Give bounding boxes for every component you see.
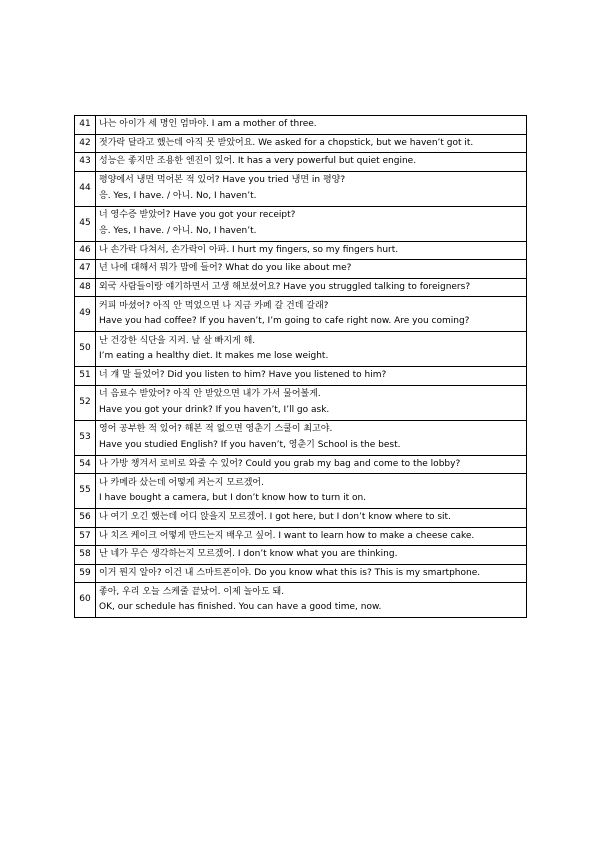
table-row	[75, 455, 527, 474]
table-row	[75, 278, 527, 297]
phrase-line-primary: 너 걔 말 들었어? Did you listen to him? Have you listened to him?	[99, 370, 387, 380]
phrase-cell	[96, 474, 527, 509]
table-row	[75, 332, 527, 367]
table-row	[75, 260, 527, 279]
row-number: 44	[75, 171, 96, 206]
phrase-line-primary: 이거 뭔지 알아? 이건 내 스마트폰이야. Do you know what this is? This is my smartphone.	[99, 567, 481, 578]
phrase-cell	[96, 153, 527, 172]
phrase-line-primary: 커피 마셨어? 아직 안 먹었으면 나 지금 카페 갈 건데 갈래?	[99, 300, 329, 311]
phrase-cell	[96, 564, 527, 583]
phrase-line-secondary: Have you got your drink? If you haven’t, I’ll go ask.	[99, 404, 330, 415]
row-number: 55	[75, 474, 96, 509]
phrase-line-secondary: Have you studied English? If you haven’t, 영춘기 School is the best.	[99, 439, 401, 450]
row-number: 60	[75, 583, 96, 618]
phrase-table-body	[75, 116, 527, 618]
table-row	[75, 206, 527, 241]
phrase-line-primary: 너 영수증 받았어? Have you got your receipt?	[99, 210, 296, 220]
phrase-line-secondary: I have bought a camera, but I don’t know how to turn it on.	[99, 493, 367, 503]
phrase-cell	[96, 583, 527, 618]
phrase-line-primary: 나 치즈 케이크 어떻게 만드는지 배우고 싶어. I want to learn how to make a cheese cake.	[99, 530, 475, 541]
phrase-line-secondary: 응. Yes, I have. / 아니. No, I haven’t.	[99, 190, 257, 201]
phrase-line-primary: 평양에서 냉면 먹어본 적 있어? Have you tried 냉면 in 평양?	[99, 175, 346, 185]
table-row	[75, 546, 527, 565]
phrase-cell	[96, 171, 527, 206]
phrase-line-primary: 나 손가락 다쳐서, 손가락이 아파. I hurt my fingers, so my fingers hurt.	[99, 244, 399, 255]
phrase-cell	[96, 134, 527, 153]
phrase-cell	[96, 260, 527, 279]
table-row	[75, 171, 527, 206]
phrase-cell	[96, 527, 527, 546]
row-number: 46	[75, 241, 96, 260]
phrase-line-secondary: OK, our schedule has finished. You can have a good time, now.	[99, 602, 382, 612]
row-number: 45	[75, 206, 96, 241]
phrase-cell	[96, 455, 527, 474]
row-number: 50	[75, 332, 96, 367]
phrase-line-primary: 좋아, 우리 오늘 스케줄 끝났어. 이제 놀아도 돼.	[99, 586, 285, 597]
phrase-line-secondary: Have you had coffee? If you haven’t, I’m going to cafe right now. Are you coming?	[99, 316, 470, 326]
phrase-cell	[96, 546, 527, 565]
row-number: 58	[75, 546, 96, 565]
phrase-line-primary: 젓가락 달라고 했는데 아직 못 받았어요. We asked for a chopstick, but we haven’t got it.	[99, 137, 474, 148]
phrase-line-primary: 난 건강한 식단을 지켜. 날 살 빠지게 해.	[99, 335, 256, 346]
table-row	[75, 116, 527, 135]
row-number: 52	[75, 385, 96, 420]
table-row	[75, 527, 527, 546]
phrase-cell	[96, 278, 527, 297]
phrase-cell	[96, 385, 527, 420]
row-number: 57	[75, 527, 96, 546]
phrase-line-primary: 나 여기 오긴 했는데 어디 앉을지 모르겠어. I got here, but I don’t know where to sit.	[99, 512, 451, 522]
phrase-table	[74, 115, 527, 618]
row-number: 53	[75, 420, 96, 455]
phrase-cell	[96, 116, 527, 135]
table-row	[75, 134, 527, 153]
table-row	[75, 420, 527, 455]
phrase-cell	[96, 509, 527, 528]
phrase-cell	[96, 206, 527, 241]
phrase-line-primary: 영어 공부한 적 있어? 해본 적 없으면 영춘기 스쿨이 최고야.	[99, 424, 333, 434]
table-row	[75, 564, 527, 583]
phrase-line-primary: 나는 아이가 세 명인 엄마야. I am a mother of three.	[99, 119, 317, 129]
row-number: 41	[75, 116, 96, 135]
table-row	[75, 385, 527, 420]
phrase-line-primary: 외국 사람들이랑 얘기하면서 고생 해보셨어요? Have you struggled talking to foreigners?	[99, 281, 471, 292]
row-number: 43	[75, 153, 96, 172]
phrase-line-primary: 난 네가 무슨 생각하는지 모르겠어. I don’t know what you are thinking.	[99, 549, 398, 559]
row-number: 51	[75, 367, 96, 386]
row-number: 47	[75, 260, 96, 279]
phrase-line-primary: 넌 나에 대해서 뭐가 맘에 들어? What do you like about me?	[99, 263, 352, 273]
phrase-cell	[96, 241, 527, 260]
row-number: 42	[75, 134, 96, 153]
table-row	[75, 583, 527, 618]
phrase-line-primary: 성능은 좋지만 조용한 엔진이 있어. It has a very powerful but quiet engine.	[99, 156, 417, 166]
table-row	[75, 474, 527, 509]
table-row	[75, 153, 527, 172]
row-number: 54	[75, 455, 96, 474]
phrase-line-secondary: 응. Yes, I have. / 아니. No, I haven’t.	[99, 225, 257, 236]
table-row	[75, 509, 527, 528]
table-row	[75, 241, 527, 260]
table-row	[75, 367, 527, 386]
row-number: 56	[75, 509, 96, 528]
phrase-cell	[96, 297, 527, 332]
phrase-cell	[96, 367, 527, 386]
row-number: 48	[75, 278, 96, 297]
phrase-cell	[96, 332, 527, 367]
phrase-line-primary: 너 음료수 받았어? 아직 안 받았으면 내가 가서 물어볼게.	[99, 389, 321, 399]
table-row	[75, 297, 527, 332]
phrase-line-primary: 나 가방 챙겨서 로비로 와줄 수 있어? Could you grab my bag and come to the lobby?	[99, 458, 461, 469]
phrase-line-secondary: I’m eating a healthy diet. It makes me lose weight.	[99, 351, 329, 361]
row-number: 49	[75, 297, 96, 332]
phrase-cell	[96, 420, 527, 455]
row-number: 59	[75, 564, 96, 583]
phrase-line-primary: 나 카메라 샀는데 어떻게 켜는지 모르겠어.	[99, 477, 264, 488]
